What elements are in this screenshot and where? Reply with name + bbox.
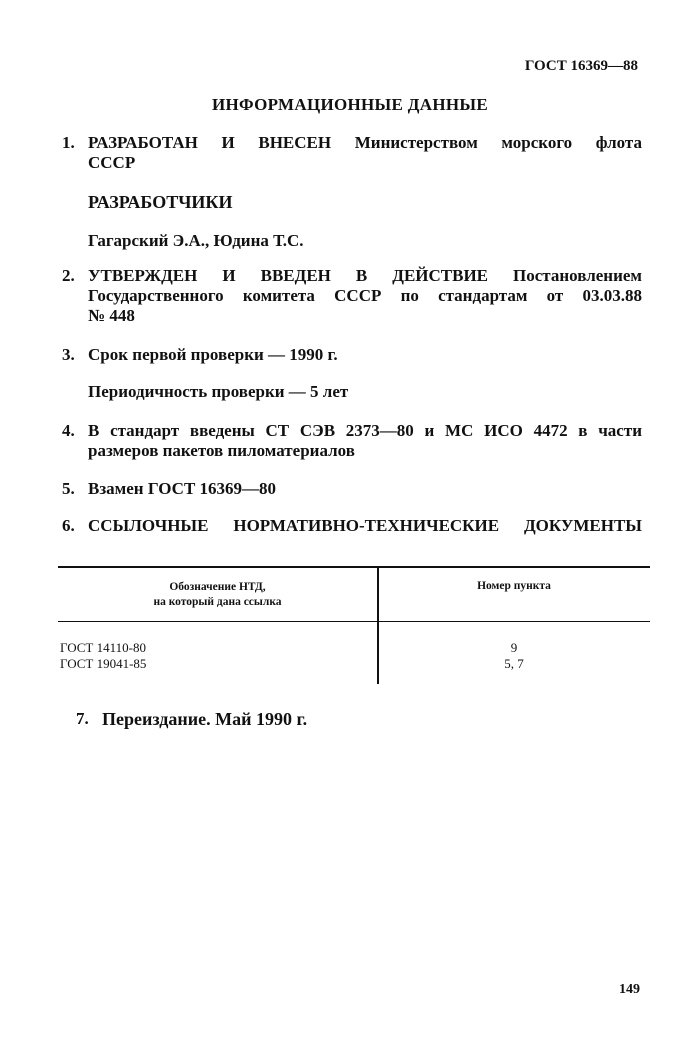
table-cell-point: 5, 7	[504, 656, 524, 671]
item-line: Срок первой проверки — 1990 г.	[88, 345, 338, 364]
item-line: размеров пакетов пиломатериалов	[88, 441, 355, 460]
list-item-5	[62, 479, 642, 499]
item-line: УТВЕРЖДЕН И ВВЕДЕН В ДЕЙСТВИЕ Постановлением	[88, 266, 642, 285]
item-number: 4.	[62, 421, 75, 440]
item-number: 6.	[62, 516, 75, 535]
item-number: 7.	[76, 709, 89, 728]
document-code: ГОСТ 16369—88	[524, 58, 638, 74]
list-item-7	[76, 709, 656, 729]
page-number: 149	[619, 982, 640, 997]
item-number: 5.	[62, 479, 75, 498]
item-number: 2.	[62, 266, 75, 285]
item-number: 1.	[62, 133, 75, 152]
table-row	[58, 656, 650, 672]
item-line: РАЗРАБОТАН И ВНЕСЕН Министерством морского флота	[88, 133, 642, 152]
table-row	[58, 640, 650, 656]
table-top-rule	[58, 566, 650, 568]
table-cell-document: ГОСТ 19041-85	[60, 656, 147, 671]
developers-names: Гагарский Э.А., Юдина Т.С.	[88, 231, 304, 250]
table-cell-document: ГОСТ 14110-80	[60, 640, 146, 655]
item-line: ССЫЛОЧНЫЕ НОРМАТИВНО-ТЕХНИЧЕСКИЕ ДОКУМЕНТЫ	[88, 516, 642, 535]
periodicity-note: Периодичность проверки — 5 лет	[88, 382, 349, 401]
developers-heading: РАЗРАБОТЧИКИ	[88, 192, 233, 212]
table-header-line: на который дана ссылка	[153, 596, 282, 608]
table-cell-point: 9	[510, 640, 518, 655]
table-header-line: Обозначение НТД,	[169, 581, 266, 593]
item-line: В стандарт введены СТ СЭВ 2373—80 и МС ИСО 4472 в части	[88, 421, 642, 440]
list-item-6	[62, 516, 642, 536]
table-header-point: Номер пункта	[477, 580, 551, 592]
page-title: ИНФОРМАЦИОННЫЕ ДАННЫЕ	[211, 95, 488, 114]
item-line: Государственного комитета СССР по стандартам от 03.03.88	[88, 286, 642, 305]
item-line: № 448	[88, 306, 135, 325]
item-line: Переиздание. Май 1990 г.	[102, 709, 308, 729]
item-number: 3.	[62, 345, 75, 364]
item-line: Взамен ГОСТ 16369—80	[88, 479, 277, 498]
list-item-3	[62, 345, 642, 365]
list-item-2	[62, 266, 642, 326]
table-header-rule	[58, 621, 650, 622]
reference-table	[58, 566, 650, 684]
list-item-4	[62, 421, 642, 461]
list-item-1	[62, 133, 642, 173]
table-header-document	[58, 580, 377, 610]
item-line: СССР	[88, 153, 136, 172]
